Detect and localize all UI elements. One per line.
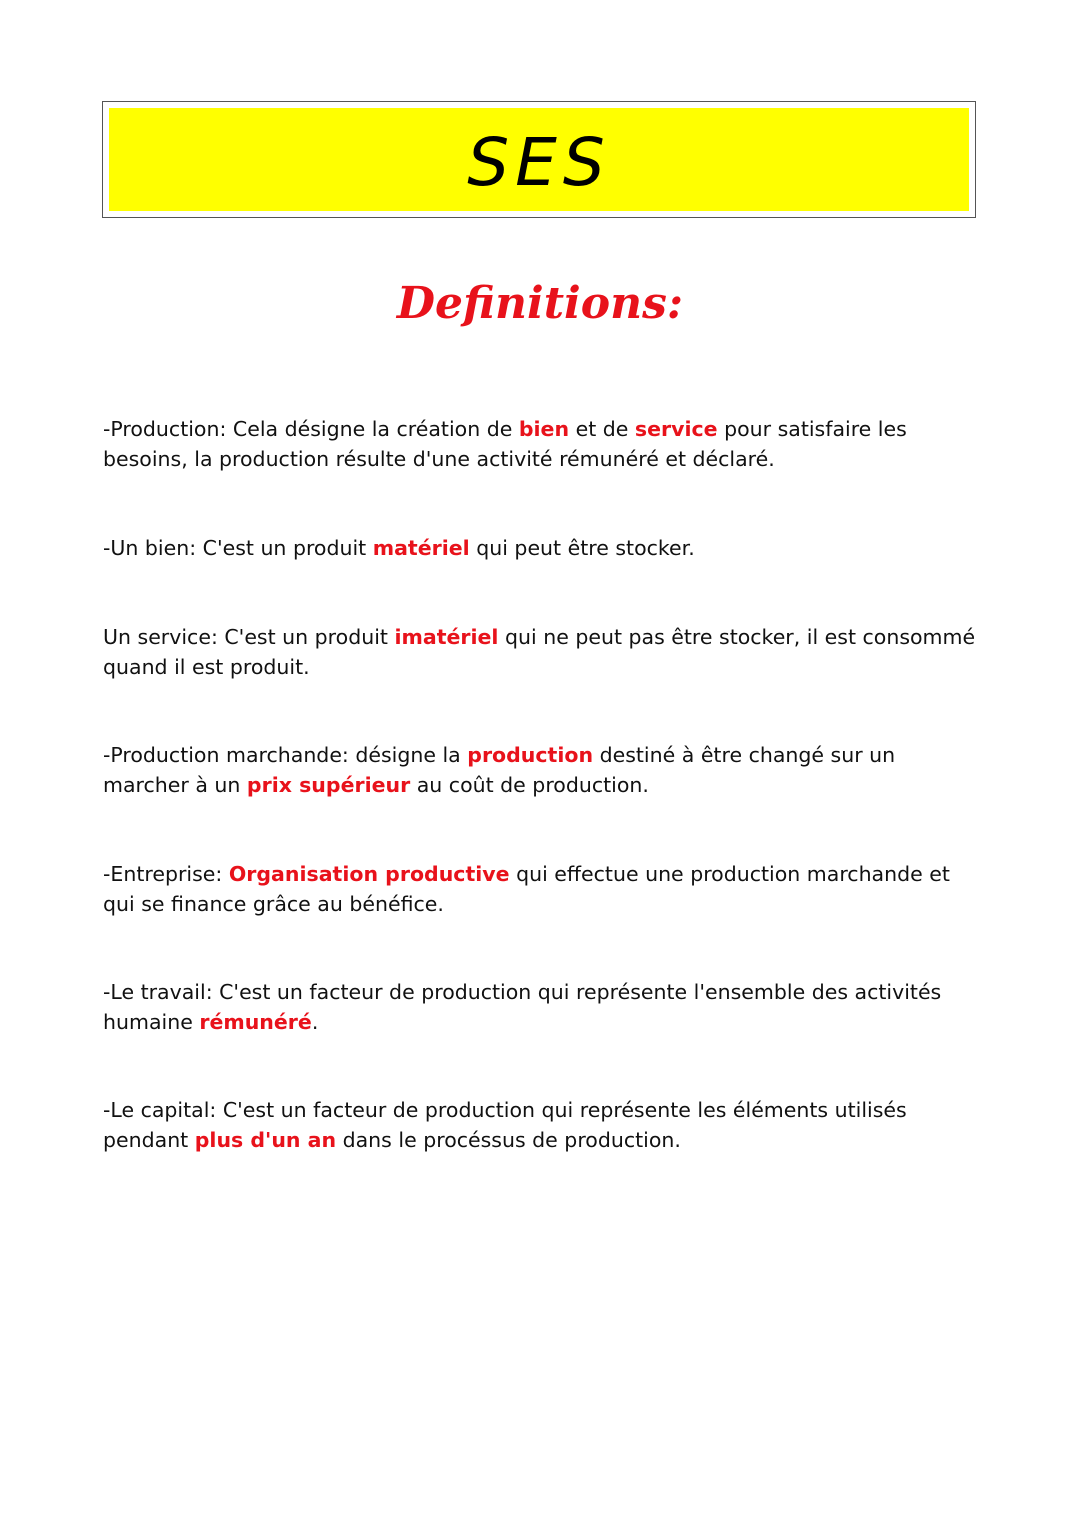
definition-text: -Entreprise: — [103, 862, 229, 886]
highlight-term: prix supérieur — [246, 773, 411, 797]
definition-text: et de — [569, 417, 635, 441]
definition-text: -Un bien: C'est un produit — [103, 536, 373, 560]
title-banner — [102, 101, 976, 218]
definition-entreprise — [103, 859, 983, 919]
definition-text: -Production: Cela désigne la création de — [103, 417, 519, 441]
title-banner-fill — [109, 108, 969, 211]
definition-text: dans le procéssus de production. — [336, 1128, 681, 1152]
definition-text: destiné à être changé sur un marcher à un — [103, 743, 896, 797]
definition-text: -Production marchande: désigne la — [103, 743, 468, 767]
definition-production-marchande — [103, 740, 983, 800]
definition-service — [103, 622, 983, 682]
highlight-term: bien — [518, 417, 570, 441]
definition-travail — [103, 977, 983, 1037]
definition-text: Un service: C'est un produit — [103, 625, 395, 649]
definition-text: au coût de production. — [410, 773, 649, 797]
definition-text: qui effectue une production marchande et qui se finance grâce au bénéfice. — [103, 862, 950, 916]
definition-production — [103, 414, 983, 474]
definition-text: . — [311, 1010, 319, 1034]
highlight-term: rémunéré — [199, 1010, 312, 1034]
definition-text: -Le travail: C'est un facteur de production qui représente l'ensemble des activités humaine — [103, 980, 942, 1034]
highlight-term: plus d'un an — [194, 1128, 337, 1152]
highlight-term: imatériel — [394, 625, 499, 649]
definition-text: qui peut être stocker. — [469, 536, 695, 560]
definition-capital — [103, 1095, 983, 1155]
highlight-term: Organisation productive — [228, 862, 510, 886]
highlight-term: production — [467, 743, 594, 767]
highlight-term: service — [634, 417, 718, 441]
definition-text: qui ne peut pas être stocker, il est consommé quand il est produit. — [103, 625, 976, 679]
highlight-term: matériel — [372, 536, 470, 560]
definition-text: pour satisfaire les besoins, la production résulte d'une activité rémunéré et déclaré. — [103, 417, 907, 471]
page-title: SES — [467, 123, 611, 201]
definition-bien — [103, 533, 983, 563]
section-heading: Definitions: — [396, 278, 684, 329]
definition-text: -Le capital: C'est un facteur de production qui représente les éléments utilisés pendant — [103, 1098, 907, 1152]
